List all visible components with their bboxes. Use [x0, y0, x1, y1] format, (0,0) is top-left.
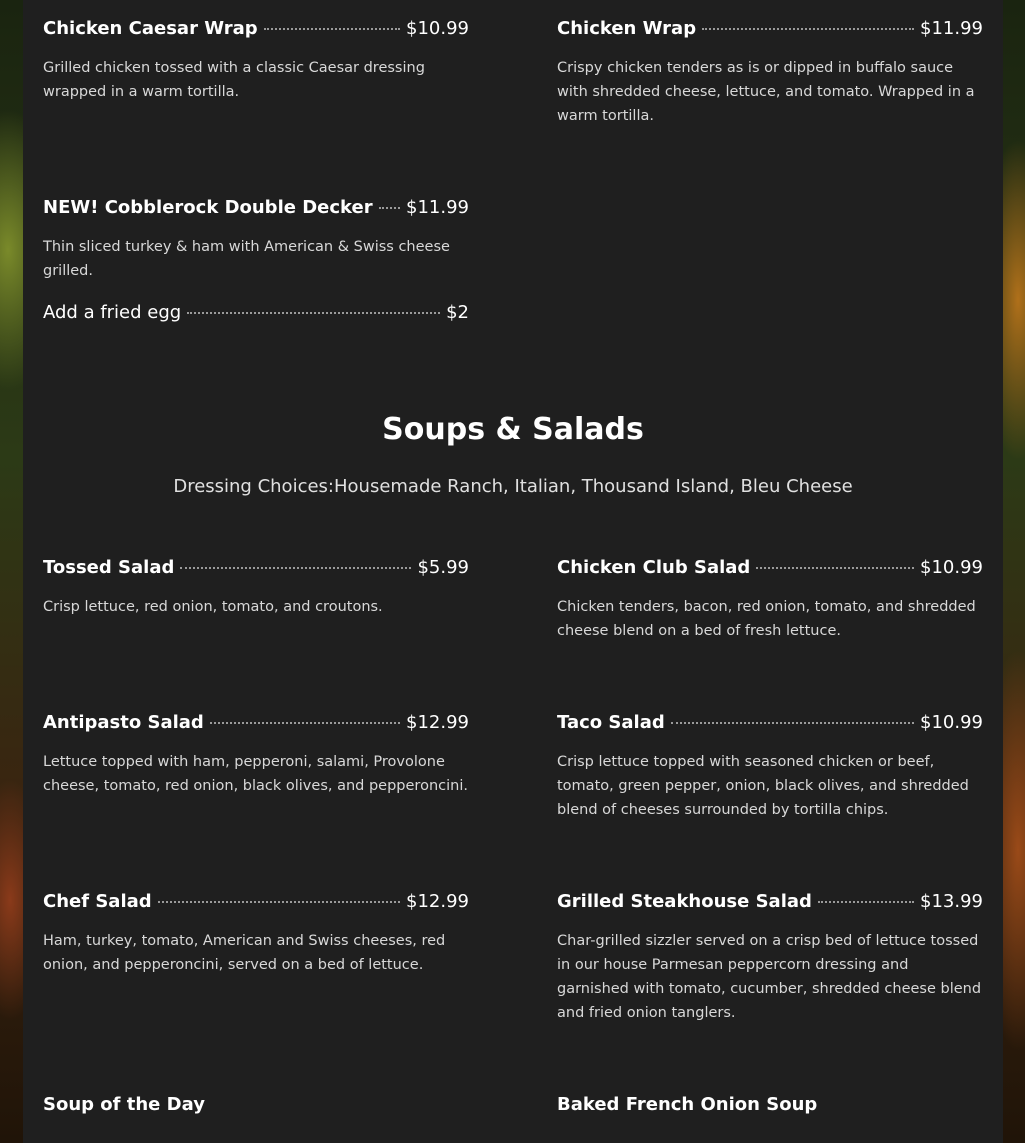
menu-item-price: $11.99	[920, 18, 983, 39]
dot-leader	[158, 901, 400, 903]
menu-item-description: Chicken tenders, bacon, red onion, tomato, and shredded cheese blend on a bed of fresh lettuce.	[557, 599, 976, 639]
menu-item-description: Lettuce topped with ham, pepperoni, salami, Provolone cheese, tomato, red onion, black olives, and pepperoncini.	[43, 754, 468, 794]
menu-item-description: Grilled chicken tossed with a classic Caesar dressing wrapped in a warm tortilla.	[43, 60, 425, 100]
dot-leader	[210, 722, 400, 724]
menu-item-chicken-caesar-wrap	[43, 18, 469, 104]
dot-leader	[818, 901, 914, 903]
menu-item-description: Crisp lettuce, red onion, tomato, and croutons.	[43, 599, 383, 615]
dot-leader	[756, 567, 914, 569]
menu-item-header	[43, 891, 469, 921]
menu-item-double-decker	[43, 197, 469, 283]
dot-leader	[187, 312, 440, 314]
menu-item-name: Soup of the Day	[43, 1094, 205, 1115]
section-title: Soups & Salads	[382, 412, 644, 447]
menu-item-price: $11.99	[406, 197, 469, 218]
menu-item-chef-salad	[43, 891, 469, 977]
menu-addon-price: $2	[446, 302, 469, 323]
menu-item-description: Crispy chicken tenders as is or dipped in buffalo sauce with shredded cheese, lettuce, and tomato. Wrapped in a warm tortilla.	[557, 60, 975, 124]
menu-item-name: NEW! Cobblerock Double Decker	[43, 197, 373, 218]
menu-item-description: Thin sliced turkey & ham with American & Swiss cheese grilled.	[43, 239, 450, 279]
menu-item-name: Chicken Caesar Wrap	[43, 18, 258, 39]
menu-item-header	[557, 712, 983, 742]
menu-item-french-onion-soup	[557, 1094, 983, 1124]
menu-item-description: Ham, turkey, tomato, American and Swiss cheeses, red onion, and pepperoncini, served on a bed of lettuce.	[43, 933, 446, 973]
menu-item-name: Chef Salad	[43, 891, 152, 912]
menu-item-name: Tossed Salad	[43, 557, 175, 578]
menu-addon-name: Add a fried egg	[43, 302, 182, 323]
dot-leader	[180, 567, 411, 569]
dot-leader	[264, 28, 400, 30]
menu-item-description: Crisp lettuce topped with seasoned chicken or beef, tomato, green pepper, onion, black olives, and shredded blend of cheeses surrounded by tortilla chips.	[557, 754, 969, 818]
menu-item-header	[557, 557, 983, 587]
menu-item-price: $5.99	[417, 557, 469, 578]
menu-item-chicken-wrap	[557, 18, 983, 128]
menu-item-name: Grilled Steakhouse Salad	[557, 891, 812, 912]
menu-item-header	[43, 557, 469, 587]
menu-item-price: $12.99	[406, 891, 469, 912]
menu-item-header	[557, 1094, 983, 1124]
dot-leader	[702, 28, 914, 30]
menu-item-price: $10.99	[406, 18, 469, 39]
menu-item-name: Chicken Wrap	[557, 18, 697, 39]
menu-item-header	[557, 18, 983, 48]
menu-item-header	[43, 197, 469, 227]
menu-item-header	[43, 302, 469, 332]
menu-item-chicken-club-salad	[557, 557, 983, 643]
menu-item-tossed-salad	[43, 557, 469, 619]
menu-item-header	[43, 1094, 469, 1124]
dot-leader	[671, 722, 914, 724]
menu-item-price: $12.99	[406, 712, 469, 733]
menu-panel	[23, 0, 1003, 1143]
menu-item-price: $13.99	[920, 891, 983, 912]
menu-item-name: Chicken Club Salad	[557, 557, 751, 578]
menu-item-header	[43, 712, 469, 742]
menu-item-header	[43, 18, 469, 48]
menu-item-taco-salad	[557, 712, 983, 822]
menu-item-price: $10.99	[920, 557, 983, 578]
menu-item-name: Taco Salad	[557, 712, 665, 733]
menu-item-grilled-steakhouse-salad	[557, 891, 983, 1025]
menu-item-name: Antipasto Salad	[43, 712, 204, 733]
menu-addon-fried-egg	[43, 302, 469, 332]
menu-item-price: $10.99	[920, 712, 983, 733]
menu-item-description: Char-grilled sizzler served on a crisp bed of lettuce tossed in our house Parmesan peppercorn dressing and garnished with tomato, cucumber, shredded cheese blend and fried onion tanglers.	[557, 933, 982, 1021]
dressing-choices: Dressing Choices:Housemade Ranch, Italian, Thousand Island, Bleu Cheese	[173, 476, 853, 497]
menu-item-antipasto-salad	[43, 712, 469, 798]
menu-item-soup-of-the-day	[43, 1094, 469, 1124]
menu-item-header	[557, 891, 983, 921]
dot-leader	[379, 207, 400, 209]
menu-item-name: Baked French Onion Soup	[557, 1094, 818, 1115]
